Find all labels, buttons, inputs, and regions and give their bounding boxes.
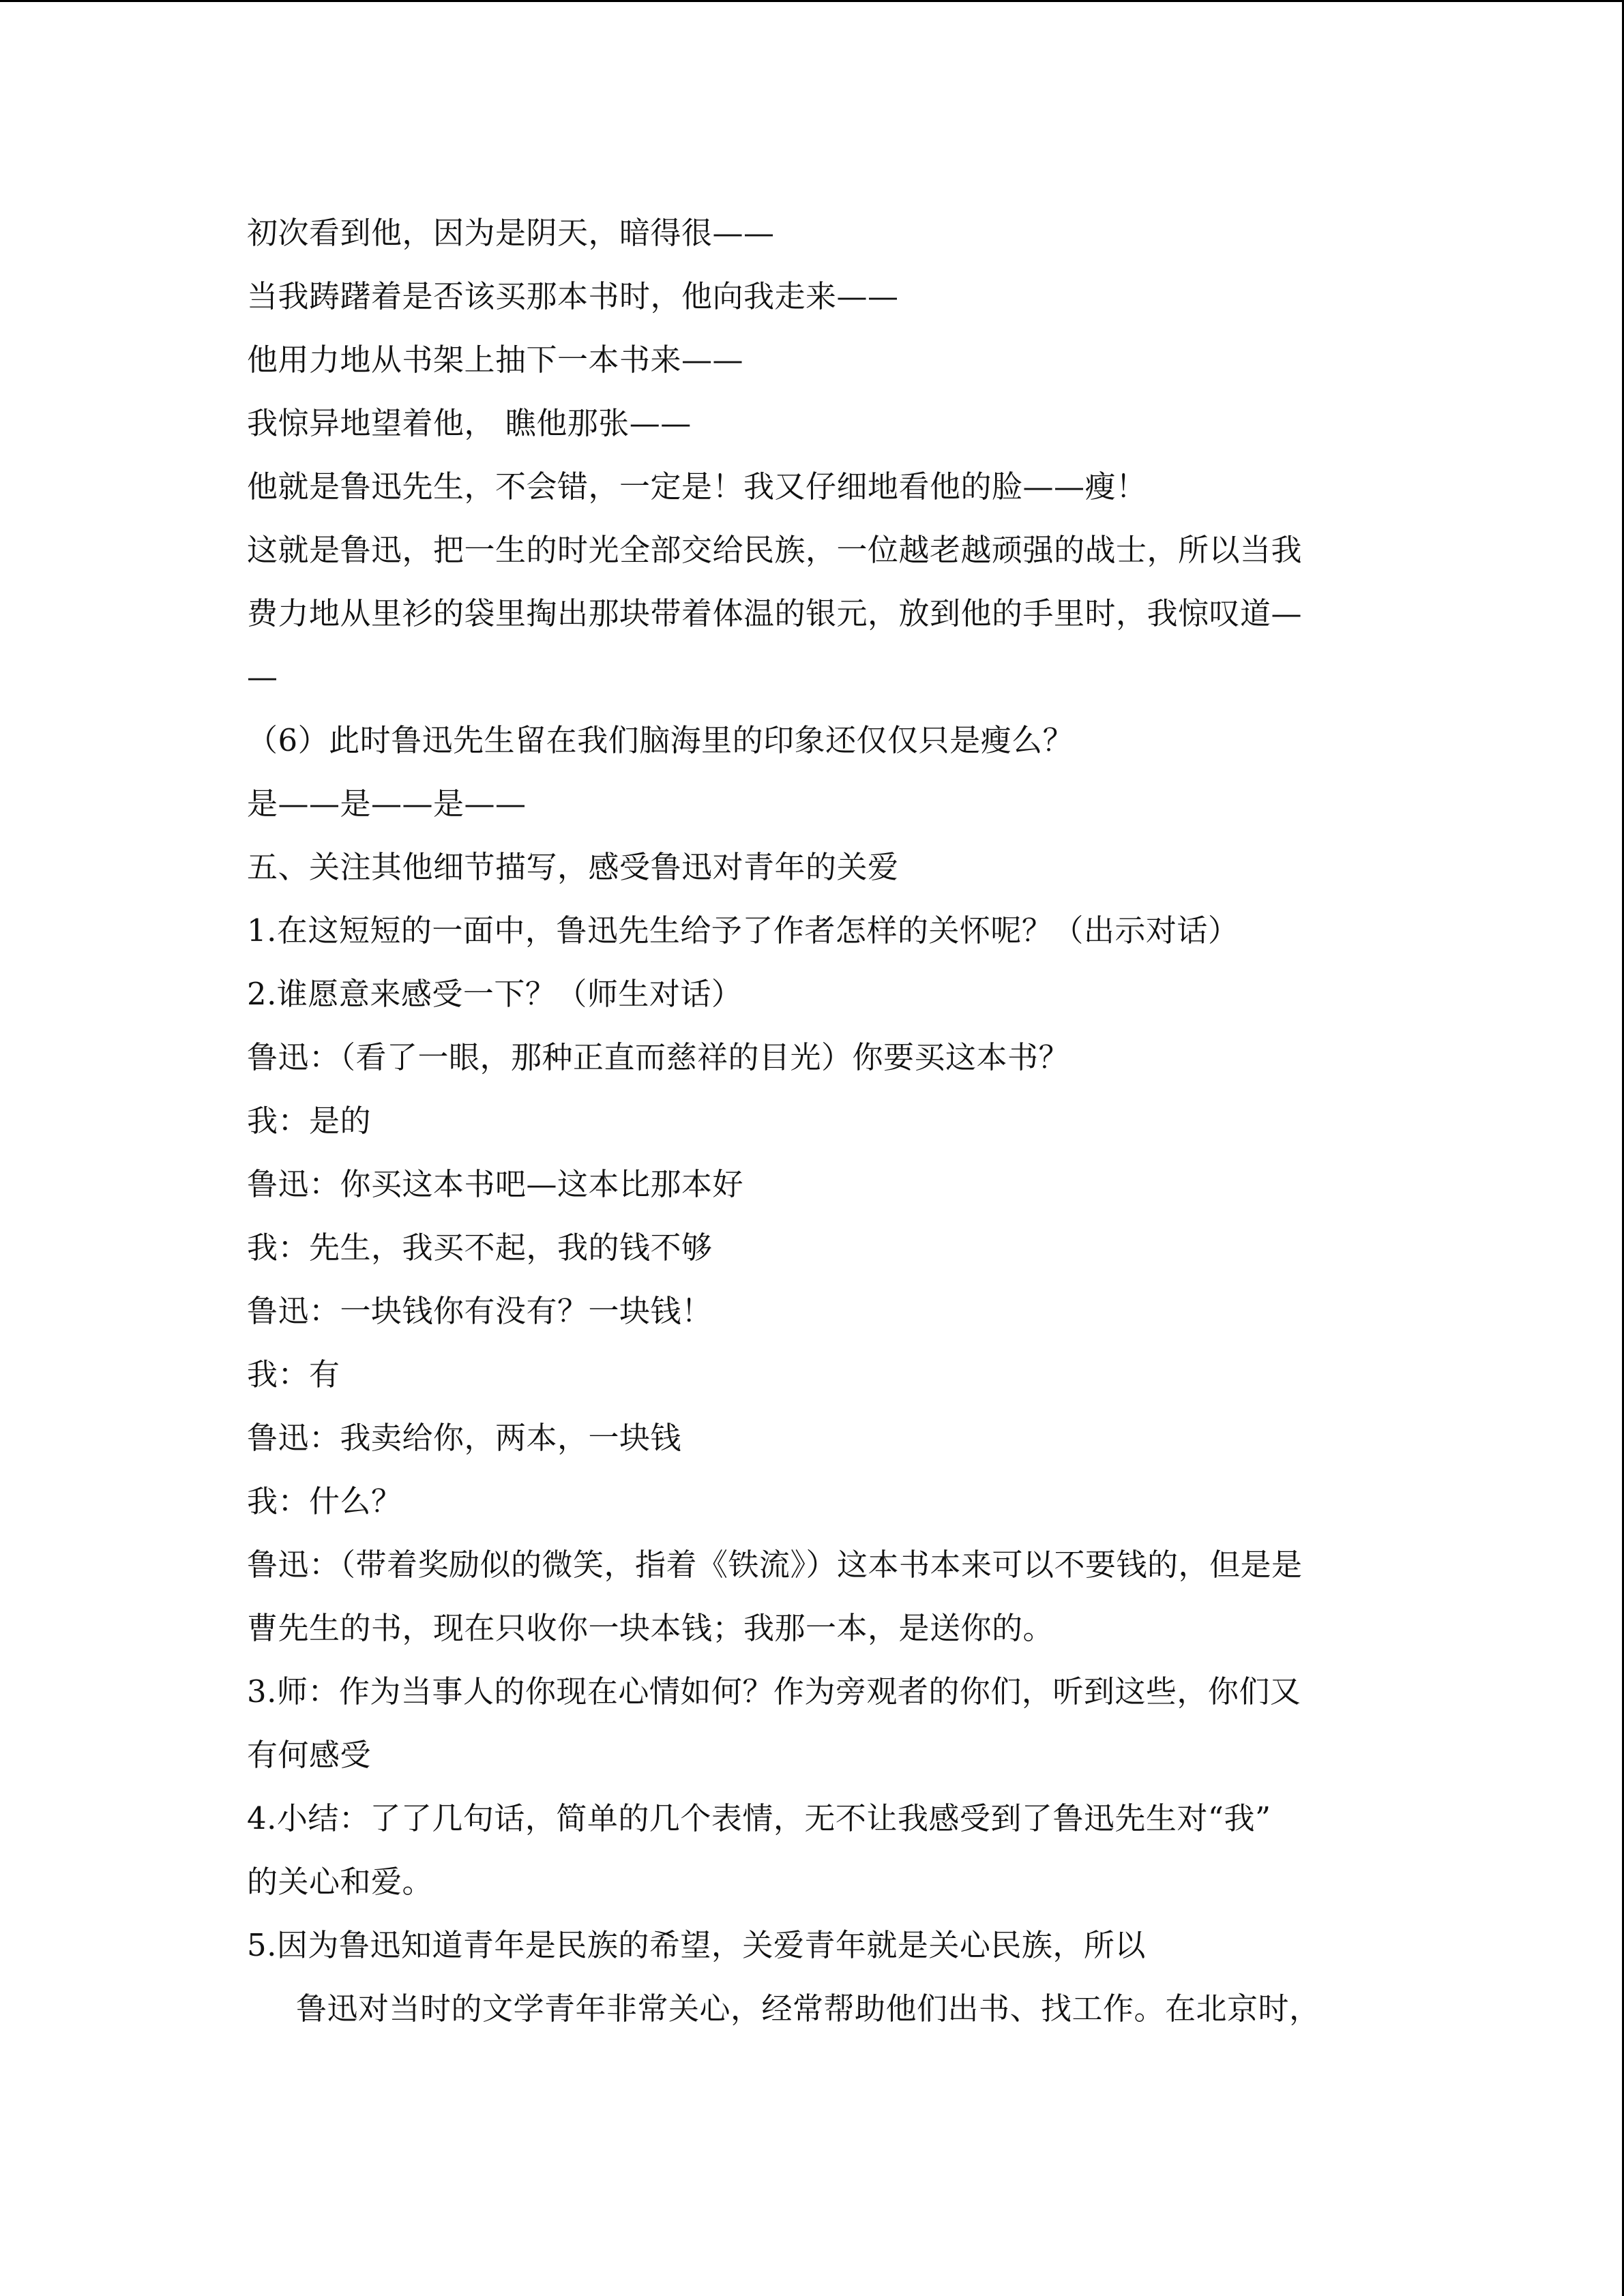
document-body [247, 201, 1379, 2040]
section-heading: 五、关注其他细节描写，感受鲁迅对青年的关爱 [247, 849, 899, 885]
dialogue-line: 我：什么？ [247, 1483, 402, 1519]
dialogue-line: 鲁迅：（看了一眼，那种正直而慈祥的目光）你要买这本书？ [247, 1039, 1070, 1075]
list-item: 3.师：作为当事人的你现在心情如何？作为旁观者的你们，听到这些，你们又 [247, 1673, 1301, 1710]
dialogue-line: 我：有 [247, 1356, 340, 1392]
list-item: 5.因为鲁迅知道青年是民族的希望，关爱青年就是关心民族，所以 [247, 1927, 1146, 1963]
dialogue-line: 鲁迅：我卖给你，两本，一块钱 [247, 1420, 682, 1456]
list-item: 4.小结：了了几句话，简单的几个表情，无不让我感受到了鲁迅先生对“我” [247, 1800, 1271, 1836]
dialogue-line: 我：先生，我买不起，我的钱不够 [247, 1229, 713, 1266]
text-line: 我惊异地望着他， 瞧他那张—— [247, 405, 692, 441]
dialogue-line: 鲁迅：（带着奖励似的微笑，指着《铁流》）这本书本来可以不要钱的，但是是 [247, 1547, 1303, 1583]
text-line: 他就是鲁迅先生，不会错，一定是！我又仔细地看他的脸——瘦！ [247, 468, 1147, 505]
text-line: 费力地从里衫的袋里掏出那块带着体温的银元，放到他的手里时，我惊叹道— [247, 595, 1303, 631]
text-line: 有何感受 [247, 1737, 372, 1773]
list-item: 2.谁愿意来感受一下？（师生对话） [247, 976, 743, 1012]
text-line: 初次看到他，因为是阴天，暗得很—— [247, 215, 775, 251]
dialogue-line: 我：是的 [247, 1103, 372, 1139]
text-line: 他用力地从书架上抽下一本书来—— [247, 342, 744, 378]
dialogue-line: 曹先生的书，现在只收你一块本钱；我那一本，是送你的。 [247, 1610, 1054, 1646]
dialogue-line: 鲁迅：你买这本书吧—这本比那本好 [247, 1166, 744, 1202]
dialogue-line: 鲁迅：一块钱你有没有？一块钱！ [247, 1293, 713, 1329]
question-line: （6）此时鲁迅先生留在我们脑海里的印象还仅仅只是瘦么？ [247, 722, 1074, 758]
text-line: 是——是——是—— [247, 786, 527, 822]
text-line: — [247, 659, 278, 695]
text-line: 当我踌躇着是否该买那本书时，他向我走来—— [247, 278, 899, 314]
text-line: 的关心和爱。 [247, 1864, 434, 1900]
list-item: 1.在这短短的一面中，鲁迅先生给予了作者怎样的关怀呢？（出示对话） [247, 912, 1239, 949]
text-line: 这就是鲁迅，把一生的时光全部交给民族，一位越老越顽强的战士，所以当我 [247, 532, 1303, 568]
paragraph-line: 鲁迅对当时的文学青年非常关心，经常帮助他们出书、找工作。在北京时， [296, 1991, 1320, 2027]
